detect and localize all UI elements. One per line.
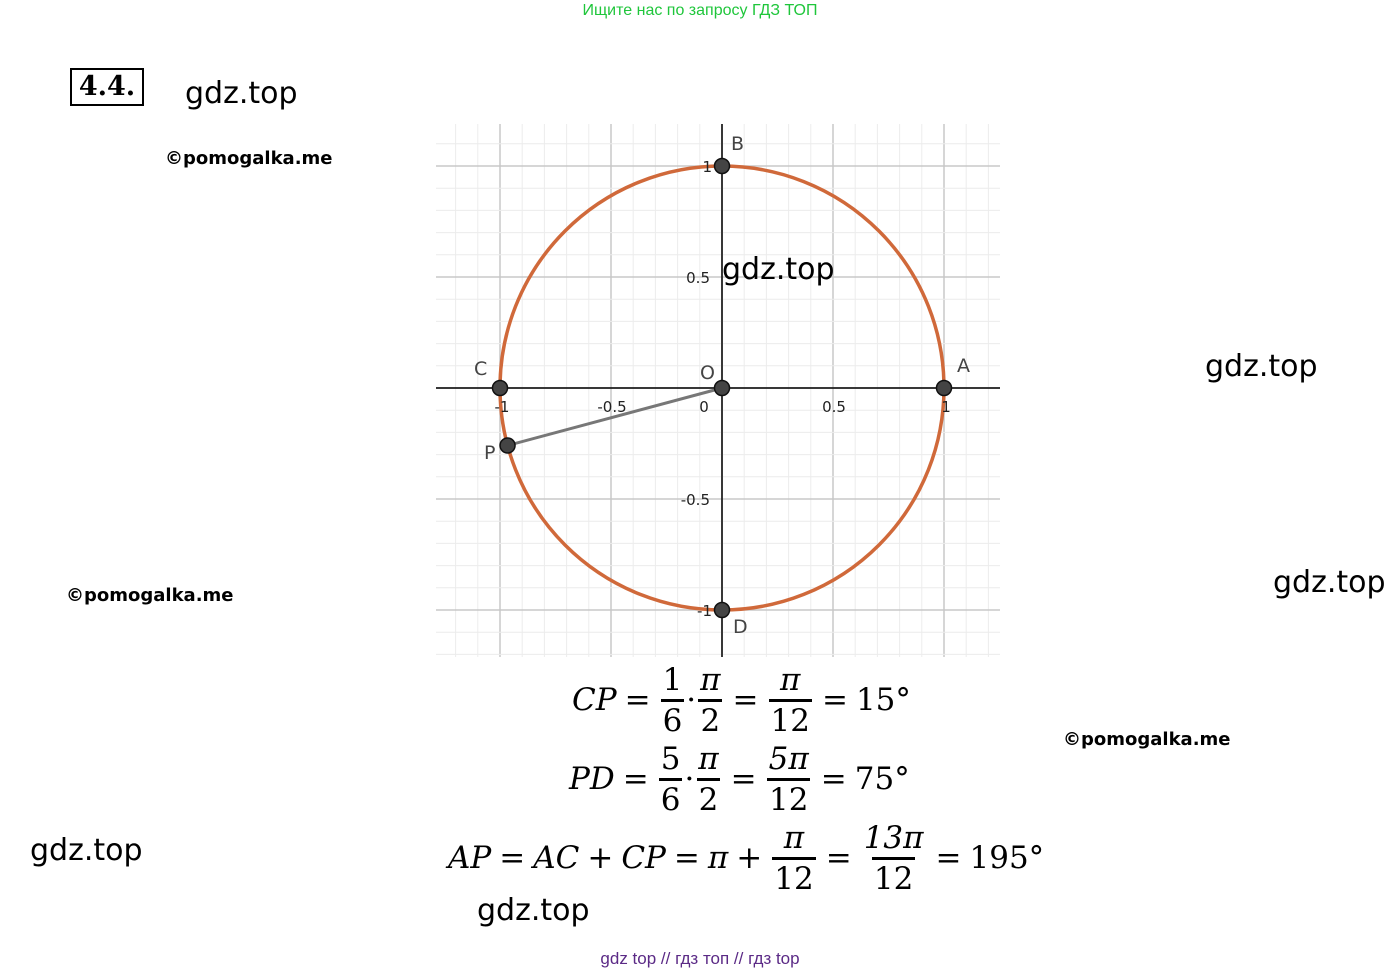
x-tick-label: -1	[494, 398, 510, 416]
fraction	[772, 819, 815, 898]
eq-result: 15°	[855, 682, 911, 718]
fraction	[696, 740, 720, 819]
watermark-gdz: gdz.top	[722, 252, 835, 287]
point-label-o: O	[700, 362, 715, 384]
denominator: 12	[767, 778, 810, 819]
point-o	[715, 381, 730, 396]
point-p	[500, 438, 515, 453]
eq-plus: +	[736, 840, 763, 876]
x-tick-label: 1	[941, 398, 951, 416]
denominator: 6	[661, 699, 685, 740]
point-label-c: C	[474, 358, 488, 380]
eq-result: 75°	[854, 761, 910, 797]
watermark-copyright: ©pomogalka.me	[66, 585, 234, 606]
numerator: π	[698, 740, 719, 777]
watermark-gdz: gdz.top	[185, 76, 298, 111]
x-tick-label: 0.5	[822, 398, 846, 416]
point-label-a: A	[957, 355, 970, 377]
watermark-gdz: gdz.top	[30, 833, 143, 868]
eq-equals: =	[622, 761, 649, 797]
eq-term: AC	[533, 840, 580, 876]
eq-lhs: PD	[569, 761, 615, 797]
equation-cp	[572, 660, 911, 740]
equation-pd	[569, 739, 910, 819]
equation-ap	[448, 818, 1044, 898]
eq-equals: =	[825, 840, 852, 876]
numerator: 13π	[863, 819, 924, 856]
watermark-copyright: ©pomogalka.me	[165, 148, 333, 169]
numerator: π	[780, 661, 801, 698]
fraction	[698, 661, 722, 740]
point-label-b: B	[731, 133, 745, 155]
fraction	[862, 819, 926, 898]
y-tick-label: 1	[702, 158, 712, 176]
eq-result: 195°	[969, 840, 1045, 876]
numerator: 5	[660, 740, 681, 777]
denominator: 2	[698, 699, 722, 740]
denominator: 12	[872, 857, 915, 898]
dot-operator: ·	[684, 761, 695, 797]
numerator: π	[783, 819, 805, 856]
footer-links: gdz top // гдз топ // гдз top	[600, 949, 800, 968]
point-b	[715, 159, 730, 174]
numerator: 5π	[768, 740, 809, 777]
denominator: 6	[659, 778, 683, 819]
fraction	[769, 661, 812, 740]
problem-number: 4.4.	[70, 68, 144, 106]
x-tick-label: 0	[699, 398, 709, 416]
point-c	[493, 381, 508, 396]
eq-equals: =	[730, 761, 757, 797]
eq-equals: =	[935, 840, 962, 876]
eq-lhs: CP	[572, 682, 617, 718]
point-d	[715, 603, 730, 618]
eq-term: CP	[621, 840, 666, 876]
dot-operator: ·	[686, 682, 697, 718]
denominator: 12	[769, 699, 812, 740]
fraction	[659, 740, 683, 819]
eq-plus: +	[587, 840, 614, 876]
y-tick-label: -1	[697, 602, 712, 620]
watermark-gdz: gdz.top	[1205, 349, 1318, 384]
numerator: 1	[662, 661, 683, 698]
watermark-copyright: ©pomogalka.me	[1063, 729, 1231, 750]
eq-equals: =	[673, 840, 700, 876]
y-tick-label: 0.5	[686, 269, 710, 287]
eq-equals: =	[821, 682, 848, 718]
watermark-gdz: gdz.top	[477, 893, 590, 928]
numerator: π	[700, 661, 721, 698]
point-label-p: P	[484, 442, 496, 464]
eq-term: π	[707, 840, 729, 876]
eq-equals: =	[624, 682, 651, 718]
watermark-gdz: gdz.top	[1273, 565, 1386, 600]
segment-op	[508, 388, 722, 445]
eq-equals: =	[499, 840, 526, 876]
x-tick-label: -0.5	[597, 398, 627, 416]
denominator: 12	[772, 857, 815, 898]
fraction	[661, 661, 685, 740]
point-label-d: D	[733, 616, 748, 638]
eq-equals: =	[820, 761, 847, 797]
point-a	[937, 381, 952, 396]
fraction	[767, 740, 811, 819]
eq-lhs: AP	[448, 840, 492, 876]
denominator: 2	[697, 778, 721, 819]
eq-equals: =	[732, 682, 759, 718]
search-banner: Ищите нас по запросу ГДЗ ТОП	[582, 2, 818, 19]
y-tick-label: -0.5	[680, 491, 710, 509]
